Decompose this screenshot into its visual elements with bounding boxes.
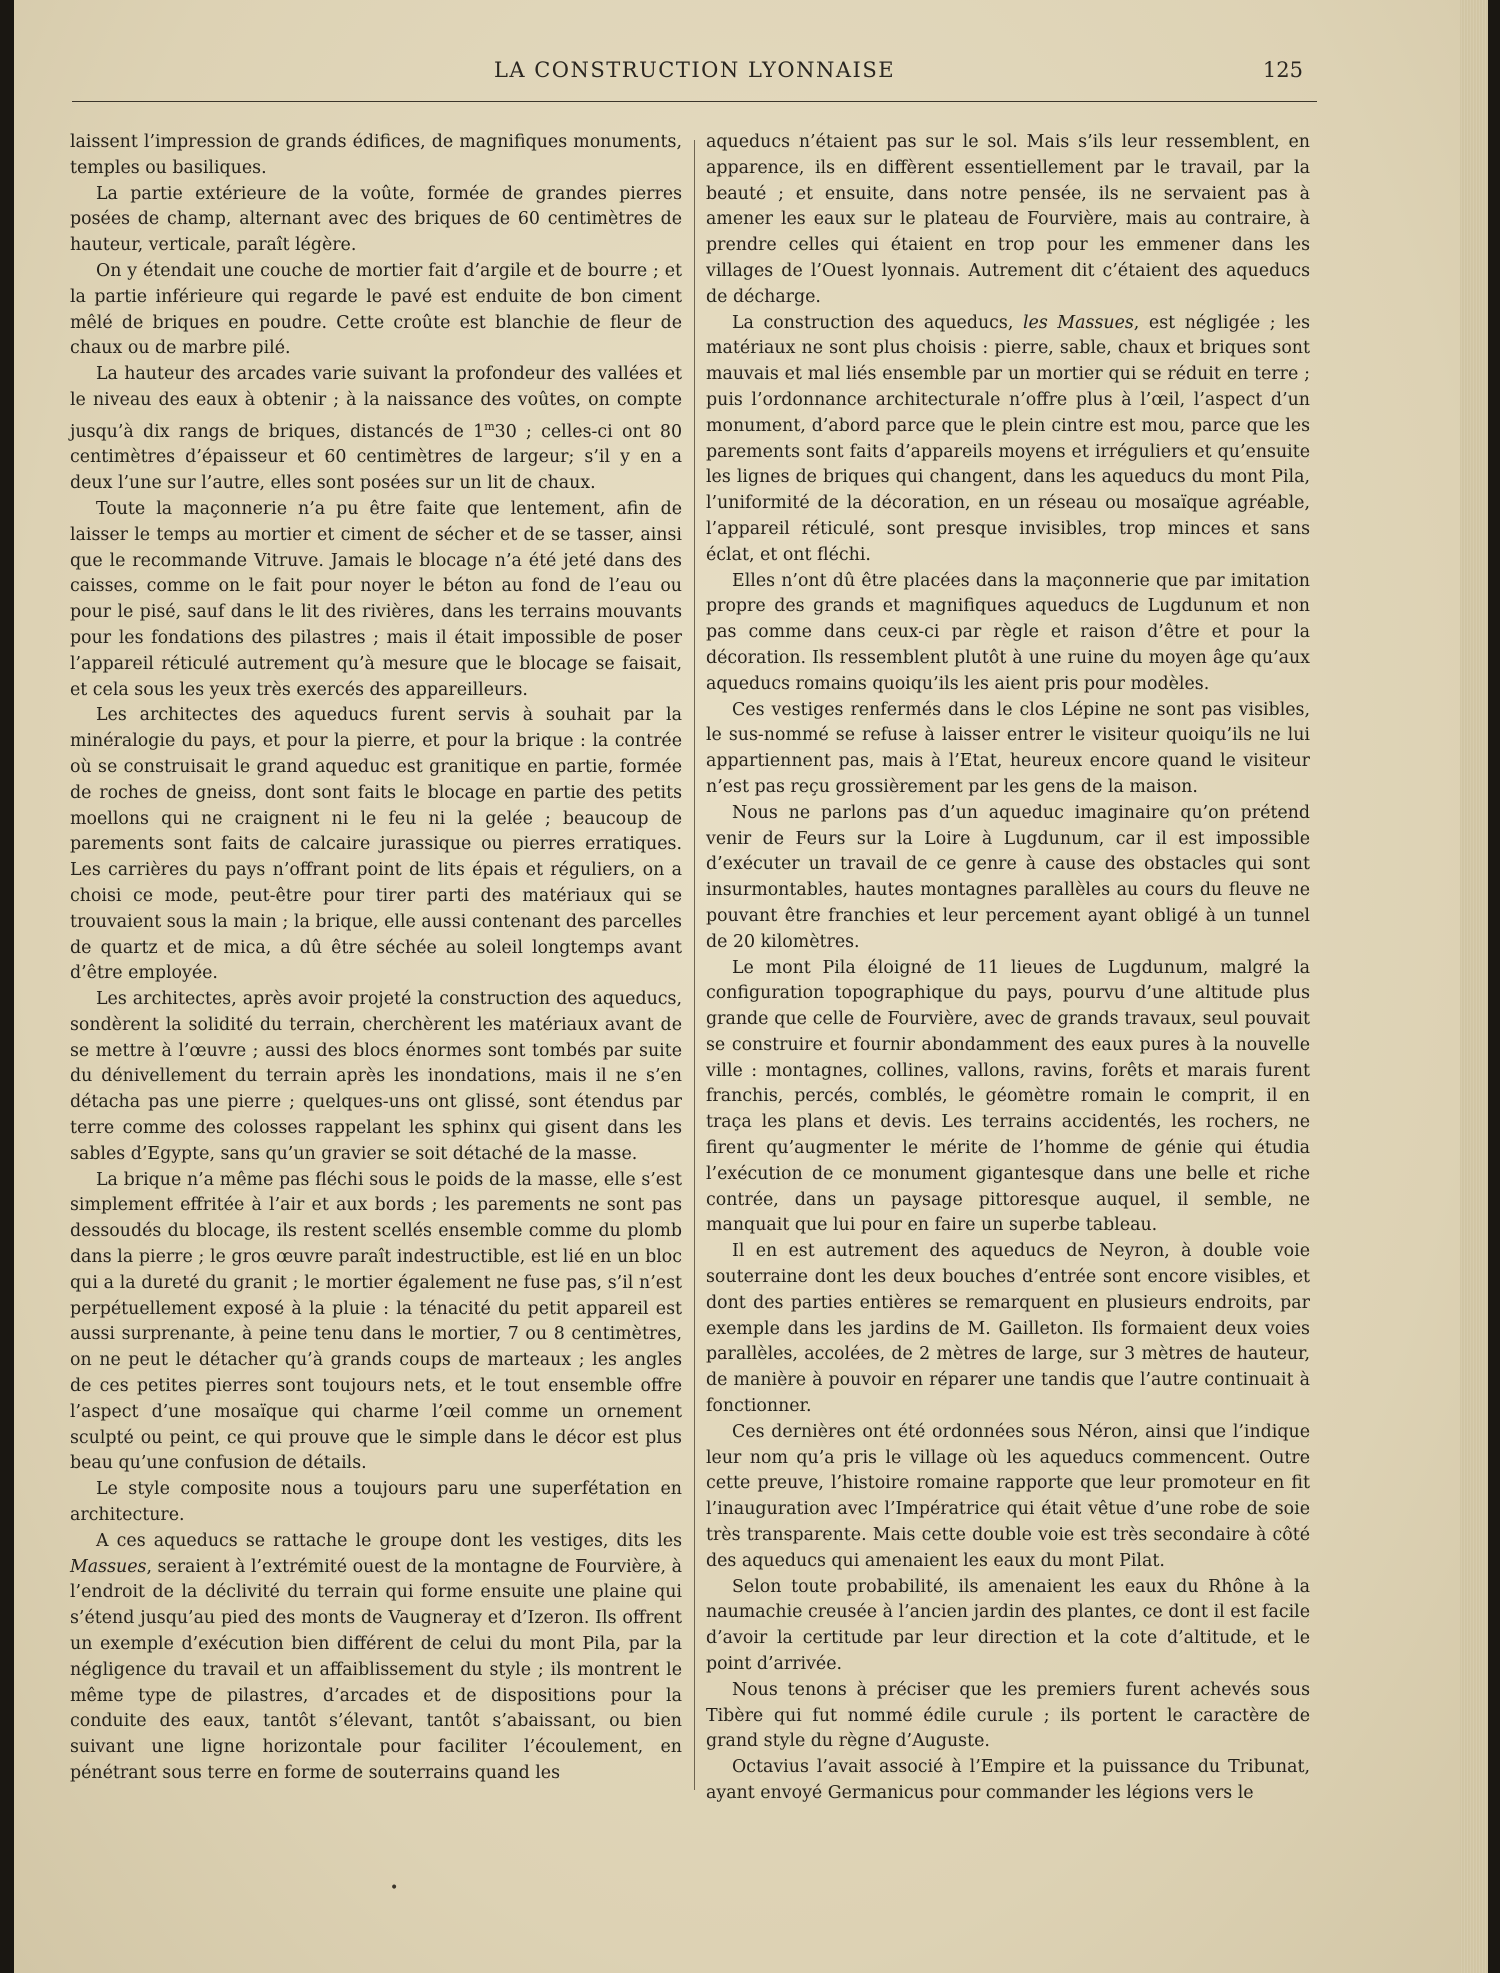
- paragraph: Le mont Pila éloigné de 11 lieues de Lugdunum, malgré la configuration topographique du pays, pourvu d’une altitude plus grande que celle de Fourvière, avec de grands travaux, seul pouvait se construire et fournir abondamment des eaux pures à la nouvelle ville : montagnes, collines, vallons, ravins, forêts et marais furent franchis, percés, comblés, le géomètre romain le comprit, il en traça les plans et devis. Les terrains accidentés, les rochers, ne firent qu’augmenter le mérite de l’homme de génie qui étudia l’exécution de ce monument gigantesque dans une belle et riche contrée, dans un paysage pittoresque auquel, il semble, ne manquait que lui pour en faire un superbe tableau.: [706, 957, 1310, 1236]
- text-span: , est négligée ; les matériaux ne sont plus choisis : pierre, sable, chaux et briques sont mauvais et mal liés ensemble par un mortier qui se réduit en terre ; puis l’ordonnance architecturale n’offre plus à l’œil, l’aspect d’un monument, d’abord parce que le plein cintre est mou, parce que les parements sont faits d’appareils moyens et irréguliers et qu’ensuite les lignes de briques qui changent, dans les aqueducs du mont Pila, l’uniformité de la décoration, en un réseau ou mosaïque agréable, l’appareil réticulé, sont presque invisibles, trop minces et sans éclat, et ont fléchi.: [706, 312, 1311, 565]
- text-span: La construction des aqueducs,: [732, 312, 1023, 333]
- paragraph: Les architectes, après avoir projeté la construction des aqueducs, sondèrent la solidité du terrain, cherchèrent les matériaux avant de se mettre à l’œuvre ; aussi des blocs énormes sont tombés par suite du dénivellement du terrain après les inondations, mais il ne s’en détacha pas une pierre ; quelques-uns ont glissé, sont étendus par terre comme des colosses rappelant les sphinx qui gisent dans les sables d’Egypte, sans qu’un gravier se soit détaché de la masse.: [70, 989, 682, 1164]
- text-span: A ces aqueducs se rattache le groupe dont les vestiges, dits les: [96, 1530, 682, 1551]
- paragraph: Toute la maçonnerie n’a pu être faite que lentement, afin de laisser le temps au mortier et ciment de sécher et de se tasser, ainsi que le recommande Vitruve. Jamais le blocage n’a été jeté dans des caisses, comme on le fait pour noyer le béton au fond de l’eau ou pour le pisé, sauf dans le lit des rivières, dans les terrains mouvants pour les fondations des pilastres ; mais il était impossible de poser l’appareil réticulé autrement qu’à mesure que le blocage se faisait, et cela sous les yeux très exercés des appareilleurs.: [70, 498, 682, 700]
- paragraph: Nous tenons à préciser que les premiers furent achevés sous Tibère qui fut nommé édile curule ; ils portent le caractère de grand style du règne d’Auguste.: [706, 1679, 1310, 1752]
- italic-term: les Massues: [1022, 312, 1134, 333]
- paragraph: [706, 311, 1310, 569]
- scanned-page: [14, 0, 1488, 1973]
- right-column: [706, 130, 1310, 1807]
- italic-term: Massues: [70, 1556, 147, 1577]
- paragraph: Elles n’ont dû être placées dans la maçonnerie que par imitation propre des grands et magnifiques aqueducs de Lugdunum et non pas comme dans ceux-ci par règle et raison d’être et pour la décoration. Ils ressemblent plutôt à une ruine du moyen âge qu’aux aqueducs romains quoiqu’ils les aient pris pour modèles.: [706, 570, 1310, 694]
- paragraph: Ces dernières ont été ordonnées sous Néron, ainsi que l’indique leur nom qu’a pris le village où les aqueducs commencent. Outre cette preuve, l’histoire romaine rapporte que leur promoteur en fit l’inauguration avec l’Impératrice qui était vêtue d’une robe de soie très transparente. Mais cette double voie est très secondaire à côté des aqueducs qui amenaient les eaux du mont Pilat.: [706, 1421, 1310, 1571]
- paragraph: Selon toute probabilité, ils amenaient les eaux du Rhône à la naumachie creusée à l’ancien jardin des plantes, ce dont il est facile d’avoir la certitude par leur direction et la cote d’altitude, et le point d’arrivée.: [706, 1576, 1310, 1675]
- paragraph: laissent l’impression de grands édifices, de magnifiques monuments, temples ou basiliques.: [70, 132, 682, 178]
- text-span: 30 ; celles-ci ont 80 centimètres d’épaisseur et 60 centimètres de largeur; s’il y en a deux l’une sur l’autre, elles sont posées sur un lit de chaux.: [70, 421, 683, 494]
- paragraph: Il en est autrement des aqueducs de Neyron, à double voie souterraine dont les deux bouches d’entrée sont encore visibles, et dont des parties entières se remarquent en plusieurs endroits, par exemple dans les jardins de M. Gailleton. Ils formaient deux voies parallèles, accolées, de 2 mètres de large, sur 3 mètres de hauteur, de manière à pouvoir en réparer une tandis que l’autre continuait à fonctionner.: [706, 1241, 1310, 1417]
- paragraph: La brique n’a même pas fléchi sous le poids de la masse, elle s’est simplement effritée à l’air et aux bords ; les parements ne sont pas dessoudés du blocage, ils restent scellés ensemble comme du plomb dans la pierre ; le gros œuvre paraît indestructible, est lié en un bloc qui a la dureté du granit ; le mortier également ne fuse pas, s’il n’est perpétuellement exposé à la pluie : la ténacité du petit appareil est aussi surprenante, à peine tenu dans le mortier, 7 ou 8 centimètres, on ne peut le détacher qu’à grands coups de marteaux ; les angles de ces petites pierres sont toujours nets, et le tout ensemble offre l’aspect d’une mosaïque qui charme l’œil comme un ornement sculpté ou peint, ce qui prouve que le simple dans le décor est plus beau qu’une confusion de détails.: [70, 1169, 682, 1474]
- column-divider: [694, 140, 695, 1790]
- text-span: , seraient à l’extrémité ouest de la montagne de Fourvière, à l’endroit de la déclivité du terrain qui forme ensuite une plaine qui s’étend jusqu’au pied des monts de Vaugneray et d’Izeron. Ils offrent un exemple d’exécution bien différent de celui du mont Pila, par la négligence du travail et un affaiblissement du style ; ils montrent le même type de pilastres, d’arcades et de dispositions pour la conduite des eaux, tantôt s’élevant, tantôt s’abaissant, ou bien suivant une ligne horizontale pour faciliter l’écoulement, en pénétrant sous terre en forme de souterrains quand les: [70, 1556, 682, 1783]
- paragraph: Ces vestiges renfermés dans le clos Lépine ne sont pas visibles, le sus-nommé se refuse à laisser entrer le visiteur quoiqu’ils ne lui appartiennent pas, mais à l’Etat, heureux encore quand le visiteur n’est pas reçu grossièrement par les gens de la maison.: [706, 699, 1310, 797]
- superscript: m: [484, 419, 495, 433]
- left-column: [70, 130, 682, 1787]
- paragraph: aqueducs n’étaient pas sur le sol. Mais s’ils leur ressemblent, en apparence, ils en diffèrent essentiellement par le travail, par la beauté ; et ensuite, dans notre pensée, ils ne servaient pas à amener les eaux sur le plateau de Fourvière, mais au contraire, à prendre celles qui étaient en trop pour les emmener dans les villages de l’Ouest lyonnais. Autrement dit c’étaient des aqueducs de décharge.: [706, 132, 1310, 307]
- page-edge: [1460, 0, 1488, 1973]
- paragraph: Le style composite nous a toujours paru une superfétation en architecture.: [70, 1479, 682, 1526]
- running-title: LA CONSTRUCTION LYONNAISE: [493, 58, 896, 82]
- paragraph: Les architectes des aqueducs furent servis à souhait par la minéralogie du pays, et pour la pierre, et pour la brique : la contrée où se construisait le grand aqueduc est granitique en partie, formée de roches de gneiss, dont sont faits le blocage en partie des petits moellons qui ne craignent ni le feu ni la gelée ; beaucoup de parements sont faits de calcaire jurassique ou pierres erratiques. Les carrières du pays n’offrant point de lits épais et réguliers, on a choisi ce mode, peut-être pour tirer parti des matériaux qui se trouvaient sous la main ; la brique, elle aussi contenant des parcelles de quartz et de mica, a dû être séchée au soleil longtemps avant d’être employée.: [70, 705, 682, 984]
- paragraph: [70, 362, 682, 497]
- page-header: [72, 58, 1317, 98]
- paragraph: On y étendait une couche de mortier fait d’argile et de bourre ; et la partie inférieure qui regarde le pavé est enduite de bon ciment mêlé de briques en poudre. Cette croûte est blanchie de fleur de chaux ou de marbre pilé.: [70, 260, 682, 359]
- paragraph: Octavius l’avait associé à l’Empire et la puissance du Tribunat, ayant envoyé Germanicus pour commander les légions vers le: [706, 1757, 1310, 1803]
- page-number: 125: [1262, 58, 1303, 82]
- header-rule: [72, 101, 1317, 102]
- text-span: La hauteur des arcades varie suivant la profondeur des vallées et le niveau des eaux à obtenir ; à la naissance des voûtes, on compte jusqu’à dix rangs de briques, distancés de 1: [70, 364, 682, 442]
- paragraph: La partie extérieure de la voûte, formée de grandes pierres posées de champ, alternant avec des briques de 60 centimètres de hauteur, verticale, paraît légère.: [70, 183, 682, 256]
- ink-speck: •: [390, 1880, 399, 1896]
- paragraph: Nous ne parlons pas d’un aqueduc imaginaire qu’on prétend venir de Feurs sur la Loire à Lugdunum, car il est impossible d’exécuter un travail de ce genre à cause des obstacles qui sont insurmontables, hautes montagnes parallèles au cours du fleuve ne pouvant être franchies et leur percement ayant obligé à un tunnel de 20 kilomètres.: [706, 802, 1310, 952]
- paragraph: [70, 1529, 682, 1787]
